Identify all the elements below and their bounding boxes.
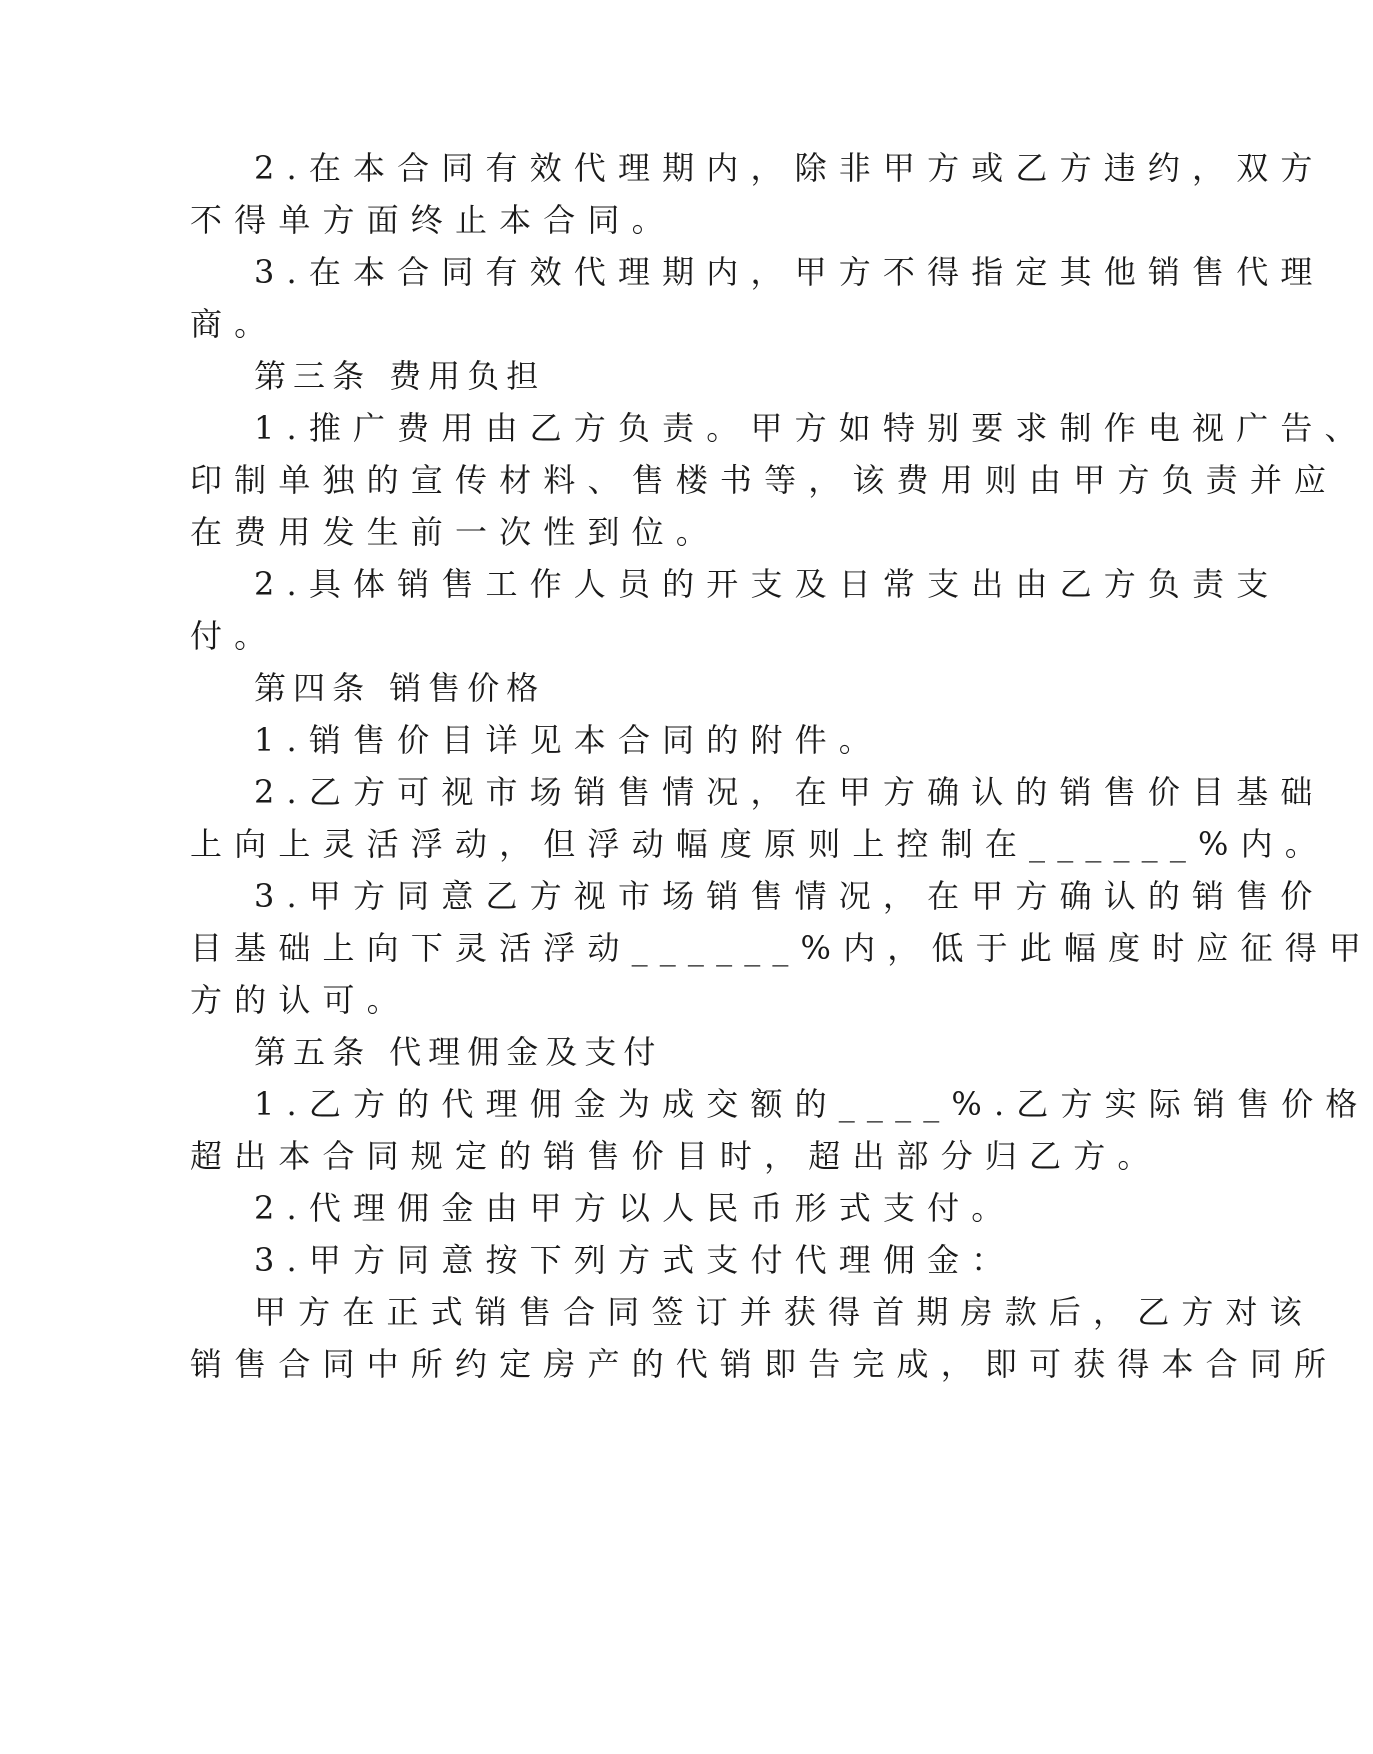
paragraph-line: 2.具体销售工作人员的开支及日常支出由乙方负责支 xyxy=(254,565,1281,603)
article-3-number: 第三条 xyxy=(254,357,372,395)
paragraph-line: 3.甲方同意乙方视市场销售情况，在甲方确认的销售价 xyxy=(254,877,1325,915)
paragraph-line: 1.乙方的代理佣金为成交额的____%.乙方实际销售价格 xyxy=(254,1085,1370,1123)
paragraph-line: 超出本合同规定的销售价目时，超出部分归乙方。 xyxy=(190,1137,1162,1175)
article-5-heading xyxy=(254,1023,1134,1081)
paragraph-line: 3.甲方同意按下列方式支付代理佣金： xyxy=(254,1241,1016,1279)
paragraph-line: 3.在本合同有效代理期内，甲方不得指定其他销售代理 xyxy=(254,253,1325,291)
paragraph-line: 方的认可。 xyxy=(190,981,411,1019)
paragraph-line: 销售合同中所约定房产的代销即告完成，即可获得本合同所 xyxy=(190,1345,1339,1383)
article-3-title: 费用负担 xyxy=(389,357,546,395)
paragraph-line: 2.在本合同有效代理期内，除非甲方或乙方违约，双方 xyxy=(254,149,1325,187)
paragraph-line: 上向上灵活浮动，但浮动幅度原则上控制在______%内。 xyxy=(190,825,1329,863)
paragraph-line: 甲方在正式销售合同签订并获得首期房款后，乙方对该 xyxy=(254,1293,1314,1331)
article-4-title: 销售价格 xyxy=(389,669,546,707)
paragraph-line: 付。 xyxy=(190,617,279,655)
article-4-number: 第四条 xyxy=(254,669,372,707)
paragraph-line: 1.销售价目详见本合同的附件。 xyxy=(254,721,883,759)
paragraph-line: 1.推广费用由乙方负责。甲方如特别要求制作电视广告、 xyxy=(254,409,1369,447)
paragraph-line: 2.代理佣金由甲方以人民币形式支付。 xyxy=(254,1189,1016,1227)
paragraph-line: 不得单方面终止本合同。 xyxy=(190,201,676,239)
paragraph-line: 目基础上向下灵活浮动______%内，低于此幅度时应征得甲 xyxy=(190,929,1373,967)
paragraph-line: 印制单独的宣传材料、售楼书等，该费用则由甲方负责并应 xyxy=(190,461,1339,499)
paragraph-line: 2.乙方可视市场销售情况，在甲方确认的销售价目基础 xyxy=(254,773,1325,811)
article-5-title: 代理佣金及支付 xyxy=(389,1033,663,1071)
article-5-number: 第五条 xyxy=(254,1033,372,1071)
article-3-heading xyxy=(254,347,1134,405)
paragraph-line: 商。 xyxy=(190,305,279,343)
article-4-heading xyxy=(254,659,1134,717)
paragraph-line: 在费用发生前一次性到位。 xyxy=(190,513,720,551)
